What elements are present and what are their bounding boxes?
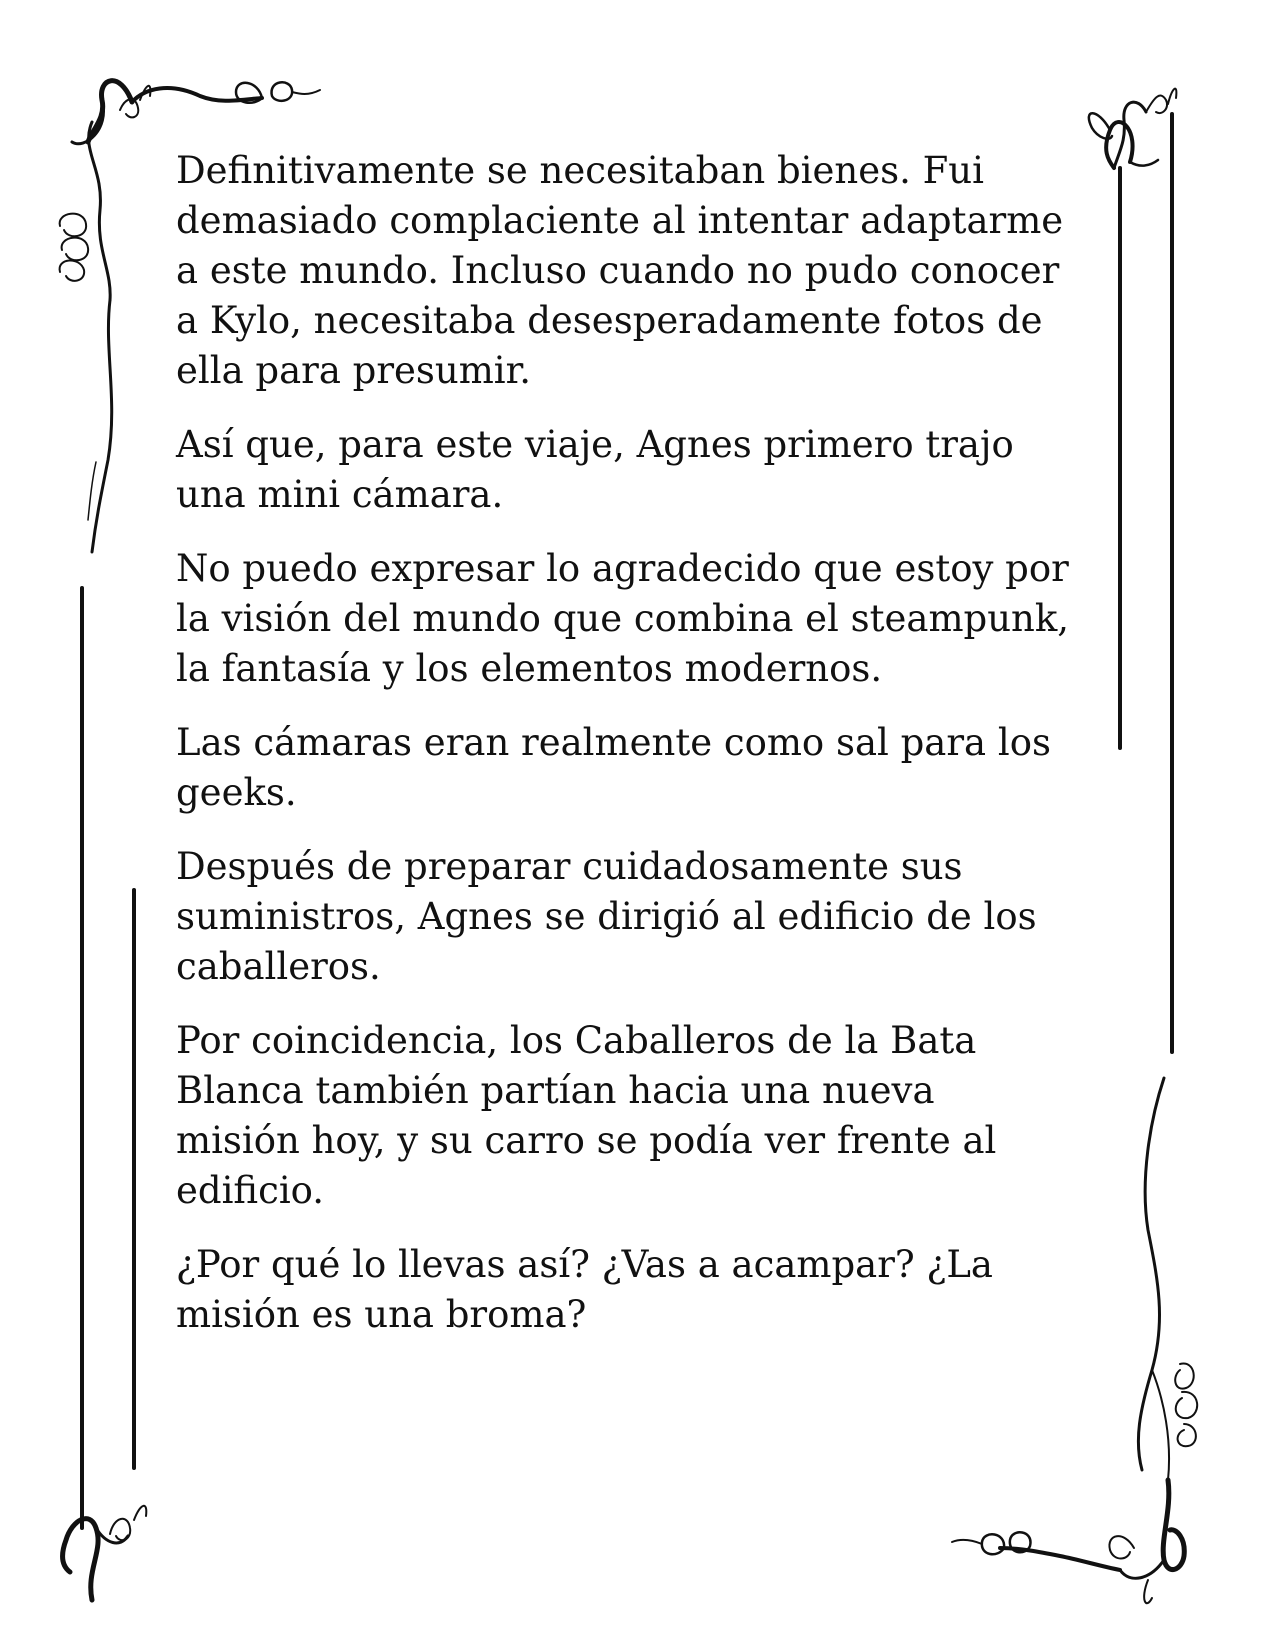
paragraph: Las cámaras eran realmente como sal para los geeks.: [176, 721, 1051, 814]
paragraph: Definitivamente se necesitaban bienes. Fui demasiado complaciente al intentar adaptarme a este mundo. Incluso cuando no pudo conocer a Kylo, necesitaba desesperadamente fotos de ella para presumir.: [176, 149, 1064, 392]
top-right-flourish: [1089, 89, 1177, 168]
paragraph: Después de preparar cuidadosamente sus suministros, Agnes se dirigió al edificio de los caballeros.: [176, 845, 1037, 988]
bottom-left-flourish: [63, 1506, 147, 1600]
paragraph: Por coincidencia, los Caballeros de la Bata Blanca también partían hacia una nueva misión hoy, y su carro se podía ver frente al edificio.: [176, 1019, 997, 1212]
paragraph: ¿Por qué lo llevas así? ¿Vas a acampar? ¿La misión es una broma?: [176, 1243, 993, 1336]
paragraph: No puedo expresar lo agradecido que estoy por la visión del mundo que combina el steampunk, la fantasía y los elementos modernos.: [176, 547, 1070, 690]
paragraph: Así que, para este viaje, Agnes primero trajo una mini cámara.: [176, 423, 1014, 516]
body-text: [176, 146, 1096, 1364]
